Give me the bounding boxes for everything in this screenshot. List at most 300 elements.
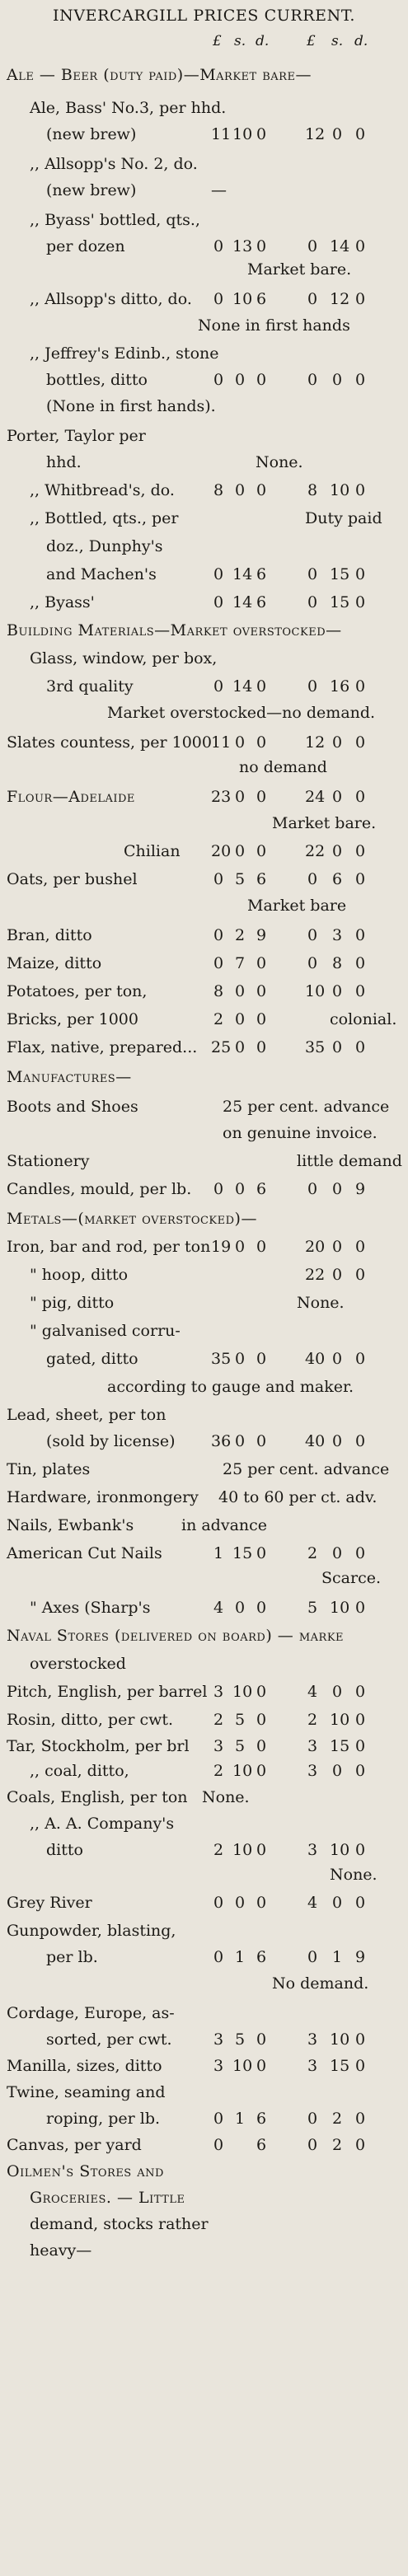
price-value: 22 xyxy=(305,842,326,860)
price-value: 0 xyxy=(213,2136,224,2154)
price-value: 0 xyxy=(256,125,267,143)
price-value: 0 xyxy=(256,733,267,752)
column-headers xyxy=(0,33,408,53)
price-value: 2 xyxy=(213,1711,224,1729)
price-value: 0 xyxy=(256,677,267,696)
price-value: 10 xyxy=(330,2030,350,2049)
price-value: 10 xyxy=(232,290,253,308)
price-value: 0 xyxy=(354,1762,366,1780)
price-value: 0 xyxy=(256,1010,267,1028)
row-note: 25 per cent. advance xyxy=(223,1460,390,1478)
item-name: ,, Jeffrey's Edinb., stone xyxy=(30,344,219,363)
price-value: 0 xyxy=(213,926,224,944)
price-value: 0 xyxy=(213,371,224,389)
price-value: 9 xyxy=(354,1948,366,1966)
item-name: Glass, window, per box, xyxy=(30,649,218,667)
column-header: £ xyxy=(213,33,222,49)
price-value: 0 xyxy=(213,677,224,696)
price-value: 0 xyxy=(307,290,318,308)
price-value: 5 xyxy=(234,870,246,888)
price-value: 0 xyxy=(256,1737,267,1755)
price-value: 15 xyxy=(330,1737,350,1755)
price-value: 0 xyxy=(331,842,343,860)
price-value: 23 xyxy=(211,788,232,806)
price-row xyxy=(0,68,408,101)
price-value: 0 xyxy=(213,870,224,888)
item-name: Potatoes, per ton, xyxy=(7,982,148,1000)
row-note: no demand xyxy=(239,758,327,776)
price-value: 0 xyxy=(354,842,366,860)
section-heading: Building Materials—Market overstocked— xyxy=(7,621,342,639)
price-value: 0 xyxy=(307,870,318,888)
item-name: (new brew) xyxy=(46,125,137,143)
item-name: 3rd quality xyxy=(46,677,134,696)
price-value: 0 xyxy=(354,2110,366,2128)
price-value: 2 xyxy=(234,926,246,944)
price-value: 14 xyxy=(232,565,253,583)
price-value: 0 xyxy=(307,237,318,255)
price-value: 3 xyxy=(213,2057,224,2075)
item-name: " pig, ditto xyxy=(30,1294,115,1312)
item-name: Slates countess, per 1000 xyxy=(7,733,212,752)
price-value: 0 xyxy=(234,1038,246,1056)
price-value: 0 xyxy=(234,371,246,389)
item-name: Tin, plates xyxy=(7,1460,91,1478)
price-value: 4 xyxy=(213,1599,224,1617)
item-name: Tar, Stockholm, per brl xyxy=(7,1737,190,1755)
price-value: 0 xyxy=(256,1350,267,1368)
price-value: 0 xyxy=(234,1894,246,1912)
price-value: 0 xyxy=(354,125,366,143)
price-value: 15 xyxy=(232,1544,253,1562)
price-value: 20 xyxy=(305,1238,326,1256)
price-value: 0 xyxy=(256,481,267,499)
price-value: 35 xyxy=(211,1350,232,1368)
price-value: 0 xyxy=(331,1762,343,1780)
price-value: 0 xyxy=(307,371,318,389)
price-value: 6 xyxy=(256,870,267,888)
item-name: ditto xyxy=(46,1841,83,1859)
price-value: 12 xyxy=(330,290,350,308)
price-value: 0 xyxy=(354,788,366,806)
price-value: 0 xyxy=(213,1180,224,1198)
price-value: 0 xyxy=(354,1841,366,1859)
price-value: 40 xyxy=(305,1350,326,1368)
price-value: 5 xyxy=(307,1599,318,1617)
item-name: gated, ditto xyxy=(46,1350,138,1368)
item-name: per lb. xyxy=(46,1948,98,1966)
price-value: 8 xyxy=(307,481,318,499)
price-value: 0 xyxy=(354,1350,366,1368)
price-value: 1 xyxy=(213,1544,224,1562)
item-name: ,, Byass' xyxy=(30,593,95,611)
price-value: 0 xyxy=(256,1894,267,1912)
price-value: 0 xyxy=(331,1350,343,1368)
price-value: 0 xyxy=(354,1038,366,1056)
item-name: Gunpowder, blasting, xyxy=(7,1922,176,1940)
price-value: 0 xyxy=(331,1266,343,1284)
price-value: 3 xyxy=(213,1737,224,1755)
item-name: " hoop, ditto xyxy=(30,1266,129,1284)
price-value: 0 xyxy=(213,1948,224,1966)
price-value: 3 xyxy=(331,926,343,944)
row-note: colonial. xyxy=(330,1010,397,1028)
item-name: Twine, seaming and xyxy=(7,2083,166,2101)
price-value: 0 xyxy=(354,2057,366,2075)
item-name: Oats, per bushel xyxy=(7,870,138,888)
item-name: (new brew) xyxy=(46,181,137,199)
price-value: 0 xyxy=(307,954,318,972)
row-note: in advance xyxy=(181,1516,268,1534)
price-value: 19 xyxy=(211,1238,232,1256)
row-note: 25 per cent. advance xyxy=(223,1098,390,1116)
item-name: (sold by license) xyxy=(46,1432,176,1450)
price-value: 10 xyxy=(232,1683,253,1701)
price-value: 8 xyxy=(213,481,224,499)
price-value: 2 xyxy=(331,2110,343,2128)
price-value: 6 xyxy=(331,870,343,888)
item-name: per dozen xyxy=(46,237,125,255)
page-title: INVERCARGILL PRICES CURRENT. xyxy=(53,7,355,25)
row-note: Market bare xyxy=(247,897,347,915)
section-heading: Oilmen's Stores and xyxy=(7,2162,164,2180)
price-value: 0 xyxy=(213,1894,224,1912)
price-value: 0 xyxy=(307,2136,318,2154)
item-name: Porter, Taylor per xyxy=(7,427,146,445)
item-name: sorted, per cwt. xyxy=(46,2030,172,2049)
price-value: 5 xyxy=(234,1711,246,1729)
row-note: No demand. xyxy=(272,1974,369,1993)
price-value: 6 xyxy=(256,1180,267,1198)
row-note: Market bare. xyxy=(272,814,377,832)
price-value: 0 xyxy=(354,1266,366,1284)
price-value: 0 xyxy=(331,1238,343,1256)
price-value: 36 xyxy=(211,1432,232,1450)
item-name: ,, Allsopp's No. 2, do. xyxy=(30,155,198,173)
column-header: £ xyxy=(307,33,316,49)
item-name: Boots and Shoes xyxy=(7,1098,138,1116)
item-name: Chilian xyxy=(124,842,181,860)
price-value: 10 xyxy=(330,481,350,499)
price-value: 0 xyxy=(307,2110,318,2128)
item-name: (None in first hands). xyxy=(46,397,216,415)
item-name: Coals, English, per ton xyxy=(7,1788,188,1806)
price-value: 0 xyxy=(234,1599,246,1617)
item-name: ,, A. A. Company's xyxy=(30,1815,175,1833)
price-value: 2 xyxy=(331,2136,343,2154)
price-value: 0 xyxy=(234,788,246,806)
price-value: 10 xyxy=(232,1762,253,1780)
price-value: 0 xyxy=(331,125,343,143)
item-name: Pitch, English, per barrel xyxy=(7,1683,208,1701)
price-value: 2 xyxy=(213,1762,224,1780)
price-value: 0 xyxy=(331,1180,343,1198)
price-value: 0 xyxy=(213,2110,224,2128)
price-value: 0 xyxy=(234,1432,246,1450)
item-name: Canvas, per yard xyxy=(7,2136,142,2154)
item-name: Bran, ditto xyxy=(7,926,92,944)
price-value: 0 xyxy=(307,1180,318,1198)
price-value: 0 xyxy=(234,982,246,1000)
price-value: 0 xyxy=(354,1683,366,1701)
price-value: 0 xyxy=(256,842,267,860)
price-value: 0 xyxy=(307,565,318,583)
price-value: 2 xyxy=(307,1544,318,1562)
price-value: 0 xyxy=(234,1180,246,1198)
price-value: 0 xyxy=(234,481,246,499)
price-value: 15 xyxy=(330,593,350,611)
price-value: 6 xyxy=(256,1948,267,1966)
price-value: 0 xyxy=(354,954,366,972)
item-name: Iron, bar and rod, per ton xyxy=(7,1238,211,1256)
price-value: 24 xyxy=(305,788,326,806)
price-value: 10 xyxy=(330,1841,350,1859)
row-note: None. xyxy=(202,1788,250,1806)
item-name: ,, coal, ditto, xyxy=(30,1762,129,1780)
price-value: 0 xyxy=(234,1350,246,1368)
item-name: " galvanised corru- xyxy=(30,1322,181,1340)
price-value: 0 xyxy=(354,1894,366,1912)
item-name: Hardware, ironmongery xyxy=(7,1488,199,1506)
price-value: 0 xyxy=(307,1948,318,1966)
price-value: 1 xyxy=(331,1948,343,1966)
column-header: s. xyxy=(331,33,344,49)
row-note: None. xyxy=(297,1294,345,1312)
price-value: 10 xyxy=(232,1841,253,1859)
row-note: according to gauge and maker. xyxy=(107,1378,354,1396)
price-value: 14 xyxy=(232,593,253,611)
item-name: overstocked xyxy=(30,1655,126,1673)
price-value: 6 xyxy=(256,593,267,611)
section-heading: Flour—Adelaide xyxy=(7,788,135,806)
price-value: 9 xyxy=(354,1180,366,1198)
price-value: 3 xyxy=(307,2030,318,2049)
price-value: 0 xyxy=(354,481,366,499)
price-value: 4 xyxy=(307,1683,318,1701)
price-value: 14 xyxy=(330,237,350,255)
price-value: 40 xyxy=(305,1432,326,1450)
price-value: 0 xyxy=(213,237,224,255)
section-heading: Groceries. — Little xyxy=(30,2189,185,2207)
price-value: 0 xyxy=(256,237,267,255)
price-value: 0 xyxy=(307,677,318,696)
item-name: Grey River xyxy=(7,1894,92,1912)
price-value: 13 xyxy=(232,237,253,255)
price-value: 0 xyxy=(213,565,224,583)
section-heading: Naval Stores (delivered on board) — marke xyxy=(7,1627,345,1645)
price-value: 7 xyxy=(234,954,246,972)
item-name: and Machen's xyxy=(46,565,157,583)
row-note: Market bare. xyxy=(247,260,352,279)
price-value: 0 xyxy=(331,982,343,1000)
price-value: 0 xyxy=(354,733,366,752)
column-header: d. xyxy=(256,33,270,49)
price-value: 22 xyxy=(305,1266,326,1284)
price-value: 4 xyxy=(307,1894,318,1912)
price-value: 6 xyxy=(256,2136,267,2154)
price-value: 0 xyxy=(256,371,267,389)
item-name: American Cut Nails xyxy=(7,1544,162,1562)
price-value: 0 xyxy=(331,733,343,752)
price-value: 35 xyxy=(305,1038,326,1056)
price-value: 15 xyxy=(330,2057,350,2075)
price-value: 0 xyxy=(234,1238,246,1256)
price-value: 5 xyxy=(234,2030,246,2049)
price-value: 3 xyxy=(307,2057,318,2075)
item-name: hhd. xyxy=(46,453,82,471)
price-value: — xyxy=(211,181,227,199)
item-name: ,, Allsopp's ditto, do. xyxy=(30,290,192,308)
price-value: 10 xyxy=(232,125,253,143)
price-value: 3 xyxy=(213,1683,224,1701)
price-value: 3 xyxy=(307,1737,318,1755)
price-value: 0 xyxy=(256,1544,267,1562)
price-value: 9 xyxy=(256,926,267,944)
price-value: 1 xyxy=(234,1948,246,1966)
price-value: 16 xyxy=(330,677,350,696)
item-name: Rosin, ditto, per cwt. xyxy=(7,1711,174,1729)
price-value: 2 xyxy=(213,1841,224,1859)
price-value: 0 xyxy=(354,982,366,1000)
price-value: 12 xyxy=(305,125,326,143)
price-value: 0 xyxy=(256,1432,267,1450)
price-value: 10 xyxy=(330,1599,350,1617)
price-value: 0 xyxy=(354,593,366,611)
item-name: Candles, mould, per lb. xyxy=(7,1180,192,1198)
item-name: ,, Bottled, qts., per xyxy=(30,509,179,527)
section-heading: Ale — Beer (duty paid)—Market bare— xyxy=(7,66,312,84)
item-name: demand, stocks rather xyxy=(30,2215,209,2233)
price-value: 0 xyxy=(354,2136,366,2154)
item-name: " Axes (Sharp's xyxy=(30,1599,151,1617)
price-value: 0 xyxy=(354,2030,366,2049)
row-note: None. xyxy=(330,1866,378,1884)
price-value: 0 xyxy=(256,1711,267,1729)
price-value: 3 xyxy=(307,1841,318,1859)
row-note: 40 to 60 per ct. adv. xyxy=(218,1488,378,1506)
price-value: 6 xyxy=(256,2110,267,2128)
item-name: Manilla, sizes, ditto xyxy=(7,2057,162,2075)
item-name: Cordage, Europe, as- xyxy=(7,2004,175,2022)
price-value: 11 xyxy=(211,125,232,143)
row-note: Market overstocked—no demand. xyxy=(107,704,376,722)
column-header: s. xyxy=(234,33,246,49)
price-value: 6 xyxy=(256,290,267,308)
price-value: 8 xyxy=(331,954,343,972)
price-value: 0 xyxy=(354,1238,366,1256)
price-value: 2 xyxy=(213,1010,224,1028)
price-value: 0 xyxy=(256,1762,267,1780)
price-value: 0 xyxy=(256,1238,267,1256)
price-value: 0 xyxy=(354,926,366,944)
price-value: 20 xyxy=(211,842,232,860)
row-note: Duty paid xyxy=(305,509,382,527)
price-value: 0 xyxy=(213,954,224,972)
price-value: 0 xyxy=(213,290,224,308)
price-value: 0 xyxy=(256,2030,267,2049)
price-value: 10 xyxy=(232,2057,253,2075)
price-value: 5 xyxy=(234,1737,246,1755)
price-value: 0 xyxy=(307,593,318,611)
price-value: 6 xyxy=(256,565,267,583)
price-value: 10 xyxy=(330,1711,350,1729)
item-name: bottles, ditto xyxy=(46,371,148,389)
price-value: 0 xyxy=(354,1599,366,1617)
row-note: on genuine invoice. xyxy=(223,1124,378,1142)
price-value: 0 xyxy=(256,788,267,806)
price-value: 12 xyxy=(305,733,326,752)
price-value: 0 xyxy=(331,1544,343,1562)
price-value: 0 xyxy=(354,237,366,255)
price-value: 0 xyxy=(331,788,343,806)
price-value: 0 xyxy=(256,1599,267,1617)
price-value: 0 xyxy=(331,371,343,389)
price-value: 0 xyxy=(354,565,366,583)
row-note: Scarce. xyxy=(321,1569,381,1587)
price-value: 0 xyxy=(307,926,318,944)
price-value: 0 xyxy=(331,1683,343,1701)
price-value: 0 xyxy=(256,1038,267,1056)
price-value: 0 xyxy=(354,1737,366,1755)
row-note: None. xyxy=(256,453,303,471)
price-value: 25 xyxy=(211,1038,232,1056)
price-value: 15 xyxy=(330,565,350,583)
price-value: 10 xyxy=(305,982,326,1000)
item-name: Maize, ditto xyxy=(7,954,102,972)
price-value: 2 xyxy=(307,1711,318,1729)
item-name: ,, Whitbread's, do. xyxy=(30,481,175,499)
price-value: 8 xyxy=(213,982,224,1000)
item-name: doz., Dunphy's xyxy=(46,537,163,555)
price-value: 0 xyxy=(234,1010,246,1028)
price-value: 3 xyxy=(307,1762,318,1780)
price-value: 0 xyxy=(213,593,224,611)
price-value: 0 xyxy=(354,1544,366,1562)
price-value: 0 xyxy=(354,1432,366,1450)
price-value: 0 xyxy=(234,842,246,860)
item-name: Bricks, per 1000 xyxy=(7,1010,138,1028)
price-value: 0 xyxy=(256,954,267,972)
price-value: 0 xyxy=(234,733,246,752)
price-value: 0 xyxy=(331,1894,343,1912)
price-value: 0 xyxy=(354,290,366,308)
section-heading: Metals—(market overstocked)— xyxy=(7,1210,257,1228)
item-name: Flax, native, prepared... xyxy=(7,1038,198,1056)
item-name: Lead, sheet, per ton xyxy=(7,1406,166,1424)
item-name: roping, per lb. xyxy=(46,2110,161,2128)
price-value: 0 xyxy=(256,1683,267,1701)
row-note: None in first hands xyxy=(198,316,350,335)
price-value: 14 xyxy=(232,677,253,696)
section-heading: Manufactures— xyxy=(7,1068,132,1086)
item-name: Stationery xyxy=(7,1152,90,1170)
item-name: ,, Byass' bottled, qts., xyxy=(30,211,200,229)
item-name: Nails, Ewbank's xyxy=(7,1516,134,1534)
price-value: 0 xyxy=(354,677,366,696)
item-name: heavy— xyxy=(30,2241,92,2260)
price-value: 0 xyxy=(354,371,366,389)
price-value: 0 xyxy=(354,870,366,888)
price-value: 11 xyxy=(211,733,232,752)
column-header: d. xyxy=(354,33,368,49)
price-value: 0 xyxy=(331,1432,343,1450)
price-row xyxy=(0,2243,408,2276)
price-value: 0 xyxy=(256,982,267,1000)
price-value: 1 xyxy=(234,2110,246,2128)
price-value: 0 xyxy=(331,1038,343,1056)
row-note: little demand xyxy=(297,1152,402,1170)
price-value: 0 xyxy=(256,2057,267,2075)
